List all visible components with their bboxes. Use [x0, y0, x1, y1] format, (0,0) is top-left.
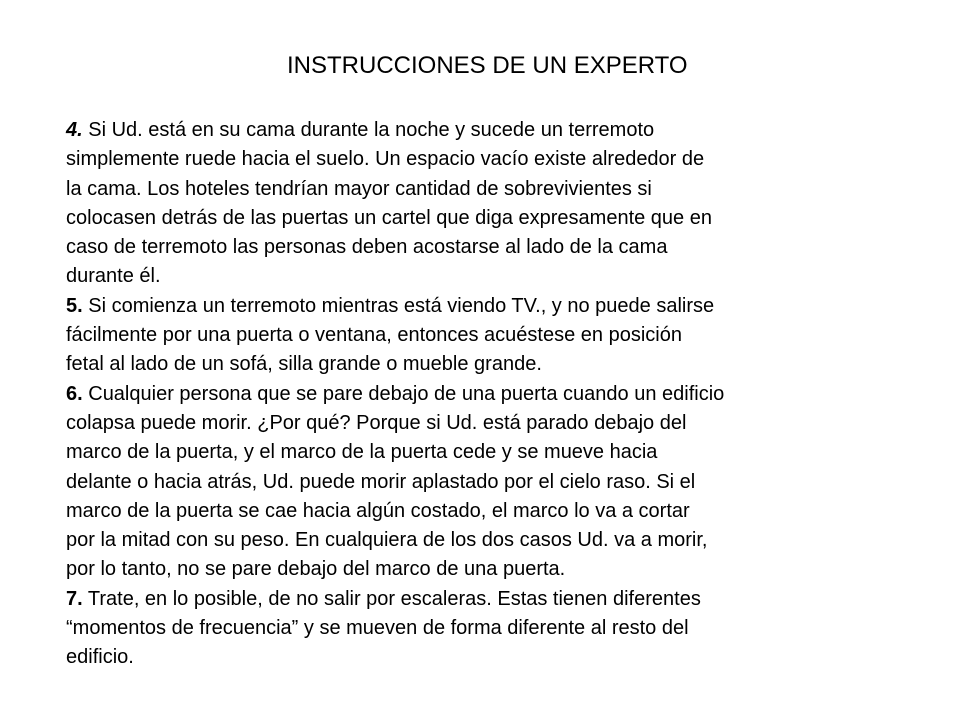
- paragraph-text: delante o hacia atrás, Ud. puede morir aplastado por el cielo raso. Si el: [66, 470, 696, 493]
- item-number-6: 6.: [66, 382, 83, 405]
- paragraph-5-line-1: [66, 292, 886, 321]
- paragraph-text: fetal al lado de un sofá, silla grande o mueble grande.: [66, 353, 542, 376]
- paragraph-text: por lo tanto, no se pare debajo del marco de una puerta.: [66, 558, 566, 581]
- item-number-4: 4.: [66, 119, 83, 141]
- slide-title: INSTRUCCIONES DE UN EXPERTO: [287, 52, 688, 79]
- paragraph-text: la cama. Los hoteles tendrían mayor cantidad de sobrevivientes si: [66, 177, 652, 200]
- paragraph-text: marco de la puerta se cae hacia algún costado, el marco lo va a cortar: [66, 499, 690, 522]
- paragraph-text: Si Ud. está en su cama durante la noche y sucede un terremoto: [82, 119, 655, 141]
- paragraph-text: colocasen detrás de las puertas un cartel que diga expresamente que en: [66, 206, 712, 229]
- paragraph-text: por la mitad con su peso. En cualquiera de los dos casos Ud. va a morir,: [66, 529, 708, 552]
- paragraph-text: marco de la puerta, y el marco de la puerta cede y se mueve hacia: [66, 441, 658, 464]
- paragraph-text: “momentos de frecuencia” y se mueven de forma diferente al resto del: [66, 617, 689, 640]
- paragraph-7-line-1: [66, 585, 886, 614]
- item-number-7: 7.: [66, 587, 83, 610]
- item-number-5: 5.: [66, 294, 83, 317]
- paragraph-text: fácilmente por una puerta o ventana, entonces acuéstese en posición: [66, 324, 682, 347]
- paragraph-text: caso de terremoto las personas deben acostarse al lado de la cama: [66, 236, 668, 259]
- paragraph-text: Si comienza un terremoto mientras está viendo TV., y no puede salirse: [82, 294, 715, 317]
- paragraph-text: Trate, en lo posible, de no salir por escaleras. Estas tienen diferentes: [82, 587, 701, 610]
- paragraph-text: edificio.: [66, 646, 134, 669]
- paragraph-6-line-1: [66, 380, 886, 409]
- paragraph-text: colapsa puede morir. ¿Por qué? Porque si Ud. está parado debajo del: [66, 411, 687, 434]
- paragraph-4-line-1: [66, 116, 886, 145]
- instructions-body: [66, 116, 886, 673]
- paragraph-text: Cualquier persona que se pare debajo de una puerta cuando un edificio: [82, 382, 725, 405]
- paragraph-text: durante él.: [66, 265, 161, 288]
- paragraph-text: simplemente ruede hacia el suelo. Un espacio vacío existe alrededor de: [66, 148, 705, 171]
